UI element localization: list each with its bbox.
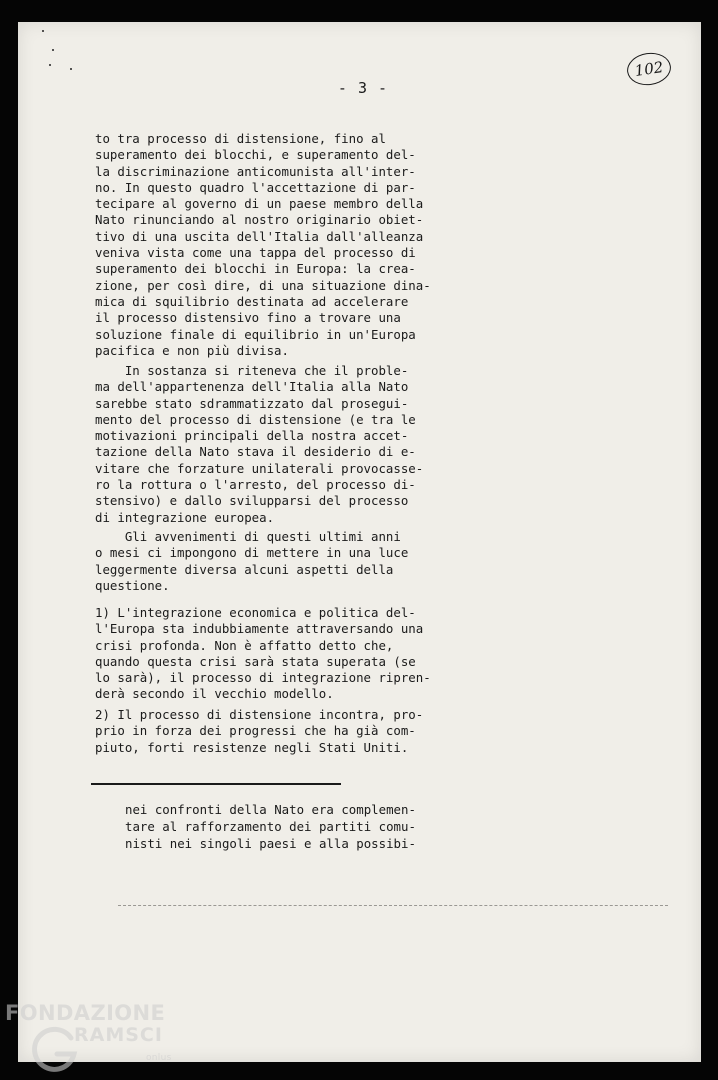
text-line: 2) Il processo di distensione incontra, pro- <box>95 707 424 722</box>
text-line: questione. <box>95 577 170 593</box>
text-line: quando questa crisi sarà stata superata (se <box>95 653 416 669</box>
text-line: to tra processo di distensione, fino al <box>95 131 386 146</box>
text-line: 1) L'integrazione economica e politica del- <box>95 605 416 620</box>
fondazione-gramsci-watermark <box>5 1001 185 1076</box>
text-line: il processo distensivo fino a trovare una <box>95 310 401 326</box>
page-speck <box>42 30 44 32</box>
text-line: superamento dei blocchi, e superamento del- <box>95 147 416 163</box>
page-speck <box>49 64 51 66</box>
text-line: l'Europa sta indubbiamente attraversando una <box>95 621 424 637</box>
text-line: di integrazione europea. <box>95 509 275 525</box>
text-line: veniva vista come una tappa del processo di <box>95 245 416 261</box>
text-line: la discriminazione anticomunista all'inter- <box>95 163 416 179</box>
text-line: Nato rinunciando al nostro originario obiet- <box>95 212 424 228</box>
text-line: prio in forza dei progressi che ha già com- <box>95 723 416 739</box>
page-speck <box>52 49 54 51</box>
text-line: superamento dei blocchi in Europa: la crea- <box>95 261 416 277</box>
footnote-line: tare al rafforzamento dei partiti comu- <box>125 819 416 834</box>
text-line: tazione della Nato stava il desiderio di e- <box>95 444 416 460</box>
text-line: pacifica e non più divisa. <box>95 342 289 358</box>
archive-number-stamp <box>625 50 673 88</box>
text-line: sarebbe stato sdrammatizzato dal prosegui- <box>95 395 409 411</box>
watermark-onlus: onlus <box>146 1053 172 1063</box>
text-line: vitare che forzature unilaterali provocasse- <box>95 460 424 476</box>
footnote <box>125 801 485 852</box>
text-line: In sostanza si riteneva che il proble- <box>95 363 409 378</box>
text-line: tecipare al governo di un paese membro della <box>95 196 424 212</box>
footnote-rule <box>91 783 341 785</box>
text-line: crisi profonda. Non è affatto detto che, <box>95 637 394 653</box>
text-line: leggermente diversa alcuni aspetti della <box>95 561 394 577</box>
text-line: mento del processo di distensione (e tra le <box>95 411 416 427</box>
watermark-line-1: FONDAZIONE <box>5 1001 166 1025</box>
paragraph-point-2 <box>95 707 480 756</box>
text-line: piuto, forti resistenze negli Stati Uniti. <box>95 739 409 755</box>
text-line: o mesi ci impongono di mettere in una luce <box>95 545 409 561</box>
watermark-line-2: RAMSCI <box>74 1024 163 1046</box>
text-line: stensivo) e dallo svilupparsi del processo <box>95 493 409 509</box>
page-speck <box>70 68 72 70</box>
page-number: - 3 - <box>337 79 389 97</box>
paragraph-1 <box>95 131 480 359</box>
text-line: derà secondo il vecchio modello. <box>95 686 334 702</box>
gramsci-g-logo-icon <box>29 1024 79 1074</box>
text-line: ma dell'appartenenza dell'Italia alla Nato <box>95 379 409 395</box>
footnote-line: nei confronti della Nato era complemen- <box>125 802 416 817</box>
text-line: mica di squilibrio destinata ad accelerare <box>95 293 409 309</box>
paragraph-point-1 <box>95 605 480 703</box>
page-fold-line <box>118 905 668 906</box>
text-line: soluzione finale di equilibrio in un'Europa <box>95 326 416 342</box>
text-line: Gli avvenimenti di questi ultimi anni <box>95 529 401 544</box>
footnote-line: nisti nei singoli paesi e alla possibi- <box>125 836 416 851</box>
text-line: no. In questo quadro l'accettazione di par- <box>95 179 416 195</box>
document-page <box>18 22 701 1062</box>
text-line: ro la rottura o l'arresto, del processo di- <box>95 477 416 493</box>
text-line: motivazioni principali della nostra accet- <box>95 428 409 444</box>
text-line: zione, per così dire, di una situazione dina- <box>95 277 431 293</box>
text-line: tivo di una uscita dell'Italia dall'alleanza <box>95 228 424 244</box>
archive-number: 102 <box>633 58 665 80</box>
text-line: lo sarà), il processo di integrazione ripren- <box>95 670 431 686</box>
paragraph-3 <box>95 529 480 594</box>
paragraph-2 <box>95 363 480 526</box>
